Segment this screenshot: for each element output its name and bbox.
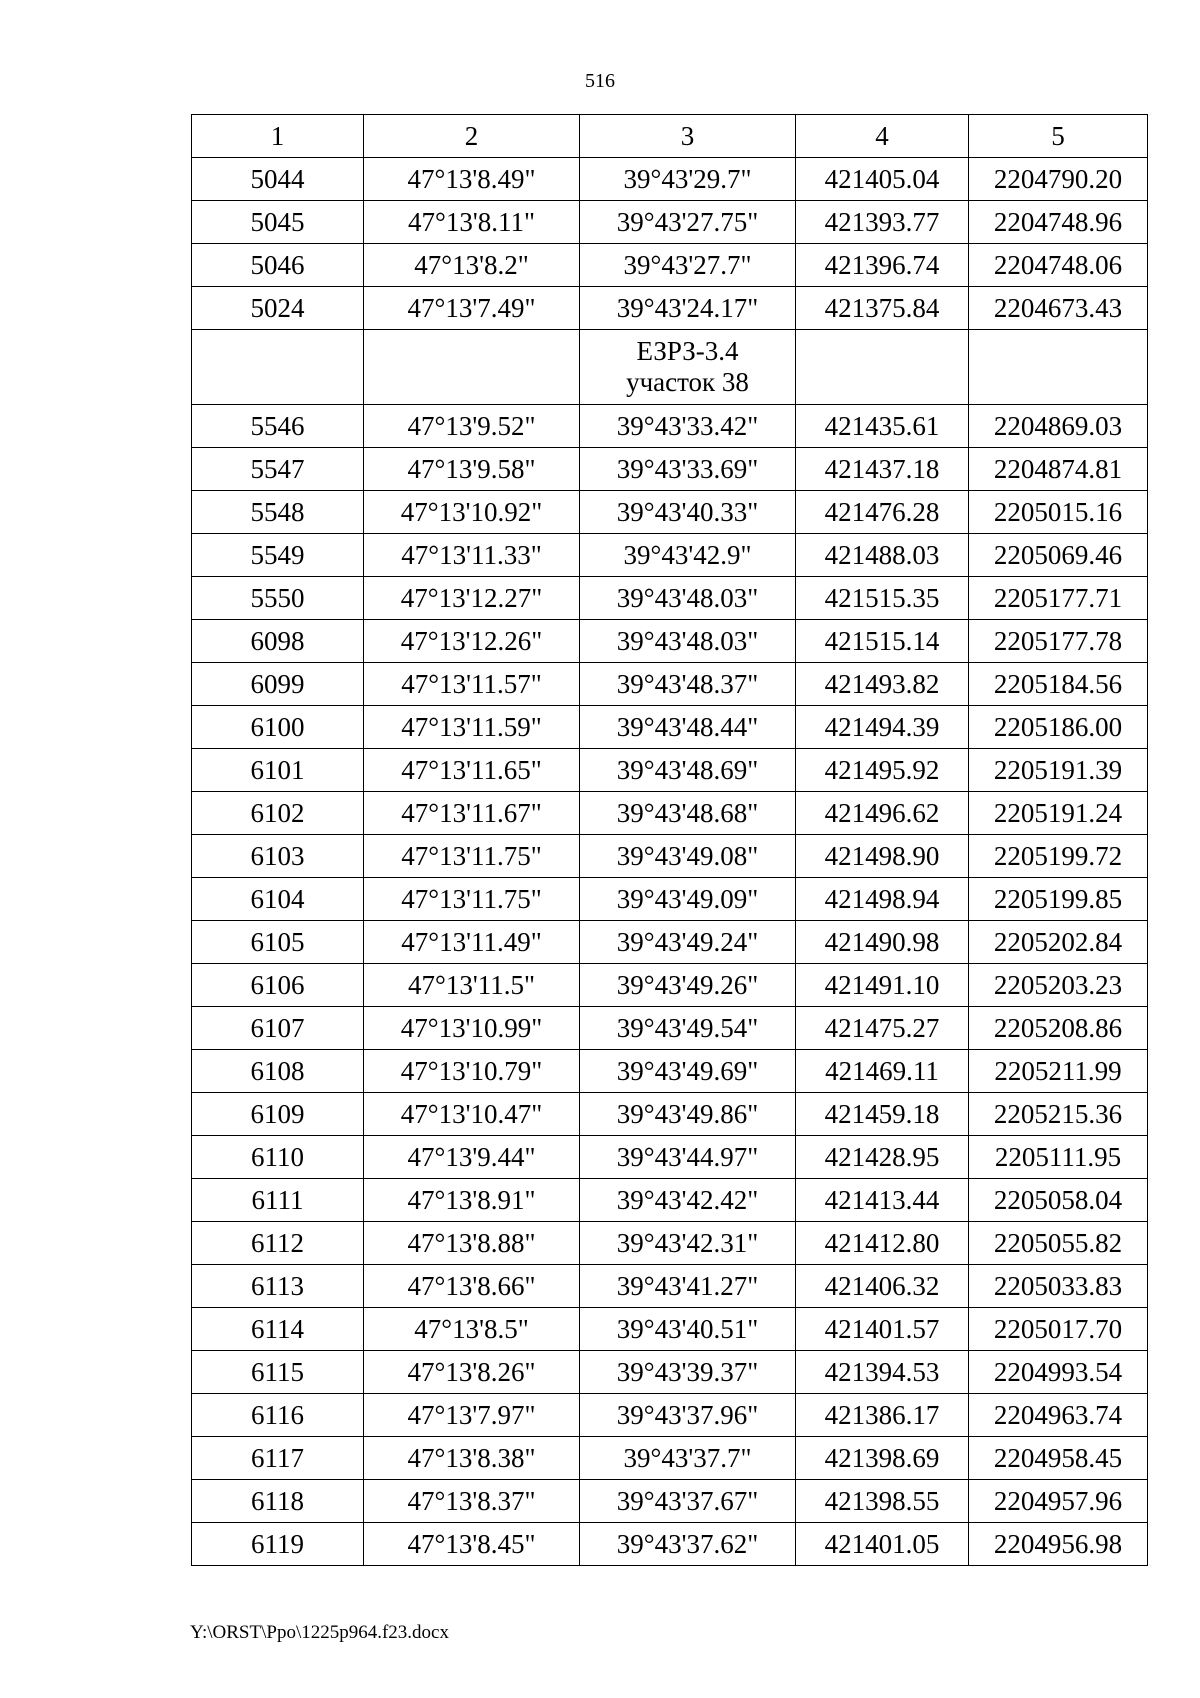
longitude-cell: 39°43'49.09" — [580, 878, 796, 921]
page-number: 516 — [585, 70, 615, 92]
point-number-cell: 6106 — [192, 964, 364, 1007]
table-row — [192, 244, 1148, 287]
y-coordinate-cell: 2205211.99 — [969, 1050, 1148, 1093]
y-coordinate-cell: 2205017.70 — [969, 1308, 1148, 1351]
x-coordinate-cell: 421394.53 — [796, 1351, 969, 1394]
point-number-cell: 5547 — [192, 448, 364, 491]
y-coordinate-cell: 2204673.43 — [969, 287, 1148, 330]
table-row — [192, 1437, 1148, 1480]
table-row — [192, 405, 1148, 448]
table-row — [192, 1136, 1148, 1179]
empty-cell — [969, 330, 1148, 405]
column-number-1: 1 — [192, 115, 364, 158]
y-coordinate-cell: 2205069.46 — [969, 534, 1148, 577]
x-coordinate-cell: 421494.39 — [796, 706, 969, 749]
y-coordinate-cell: 2205186.00 — [969, 706, 1148, 749]
point-number-cell: 6112 — [192, 1222, 364, 1265]
latitude-cell: 47°13'11.75" — [364, 878, 580, 921]
point-number-cell: 5550 — [192, 577, 364, 620]
point-number-cell: 5548 — [192, 491, 364, 534]
longitude-cell: 39°43'48.03" — [580, 620, 796, 663]
y-coordinate-cell: 2204790.20 — [969, 158, 1148, 201]
coordinates-table-body — [192, 115, 1148, 1566]
latitude-cell: 47°13'9.52" — [364, 405, 580, 448]
y-coordinate-cell: 2205177.78 — [969, 620, 1148, 663]
point-number-cell: 6105 — [192, 921, 364, 964]
x-coordinate-cell: 421498.90 — [796, 835, 969, 878]
point-number-cell: 6099 — [192, 663, 364, 706]
x-coordinate-cell: 421393.77 — [796, 201, 969, 244]
latitude-cell: 47°13'8.45" — [364, 1523, 580, 1566]
point-number-cell: 6100 — [192, 706, 364, 749]
column-number-5: 5 — [969, 115, 1148, 158]
table-row — [192, 749, 1148, 792]
table-row — [192, 792, 1148, 835]
latitude-cell: 47°13'7.97" — [364, 1394, 580, 1437]
point-number-cell: 6114 — [192, 1308, 364, 1351]
longitude-cell: 39°43'37.96" — [580, 1394, 796, 1437]
table-row — [192, 663, 1148, 706]
longitude-cell: 39°43'48.69" — [580, 749, 796, 792]
x-coordinate-cell: 421412.80 — [796, 1222, 969, 1265]
table-row — [192, 1222, 1148, 1265]
table-row — [192, 491, 1148, 534]
point-number-cell: 5045 — [192, 201, 364, 244]
y-coordinate-cell: 2205208.86 — [969, 1007, 1148, 1050]
longitude-cell: 39°43'37.62" — [580, 1523, 796, 1566]
x-coordinate-cell: 421428.95 — [796, 1136, 969, 1179]
latitude-cell: 47°13'10.47" — [364, 1093, 580, 1136]
longitude-cell: 39°43'27.75" — [580, 201, 796, 244]
table-row — [192, 1050, 1148, 1093]
x-coordinate-cell: 421488.03 — [796, 534, 969, 577]
x-coordinate-cell: 421498.94 — [796, 878, 969, 921]
x-coordinate-cell: 421413.44 — [796, 1179, 969, 1222]
longitude-cell: 39°43'37.67" — [580, 1480, 796, 1523]
x-coordinate-cell: 421398.69 — [796, 1437, 969, 1480]
table-row — [192, 287, 1148, 330]
x-coordinate-cell: 421515.14 — [796, 620, 969, 663]
y-coordinate-cell: 2205033.83 — [969, 1265, 1148, 1308]
latitude-cell: 47°13'10.92" — [364, 491, 580, 534]
point-number-cell: 6115 — [192, 1351, 364, 1394]
latitude-cell: 47°13'11.33" — [364, 534, 580, 577]
point-number-cell: 5546 — [192, 405, 364, 448]
table-row — [192, 534, 1148, 577]
table-row — [192, 878, 1148, 921]
y-coordinate-cell: 2204874.81 — [969, 448, 1148, 491]
x-coordinate-cell: 421495.92 — [796, 749, 969, 792]
x-coordinate-cell: 421398.55 — [796, 1480, 969, 1523]
point-number-cell: 6098 — [192, 620, 364, 663]
table-row — [192, 1265, 1148, 1308]
table-row — [192, 921, 1148, 964]
table-row — [192, 158, 1148, 201]
latitude-cell: 47°13'9.58" — [364, 448, 580, 491]
y-coordinate-cell: 2205199.85 — [969, 878, 1148, 921]
point-number-cell: 6104 — [192, 878, 364, 921]
x-coordinate-cell: 421515.35 — [796, 577, 969, 620]
longitude-cell: 39°43'33.42" — [580, 405, 796, 448]
longitude-cell: 39°43'37.7" — [580, 1437, 796, 1480]
y-coordinate-cell: 2205203.23 — [969, 964, 1148, 1007]
point-number-cell: 6109 — [192, 1093, 364, 1136]
y-coordinate-cell: 2205111.95 — [969, 1136, 1148, 1179]
longitude-cell: 39°43'27.7" — [580, 244, 796, 287]
y-coordinate-cell: 2204748.96 — [969, 201, 1148, 244]
x-coordinate-cell: 421386.17 — [796, 1394, 969, 1437]
section-title-cell — [580, 330, 796, 405]
section-row — [192, 330, 1148, 405]
table-row — [192, 1394, 1148, 1437]
latitude-cell: 47°13'12.26" — [364, 620, 580, 663]
latitude-cell: 47°13'11.57" — [364, 663, 580, 706]
table-row — [192, 1480, 1148, 1523]
table-row — [192, 448, 1148, 491]
point-number-cell: 6108 — [192, 1050, 364, 1093]
longitude-cell: 39°43'39.37" — [580, 1351, 796, 1394]
longitude-cell: 39°43'49.26" — [580, 964, 796, 1007]
x-coordinate-cell: 421401.05 — [796, 1523, 969, 1566]
table-row — [192, 577, 1148, 620]
x-coordinate-cell: 421396.74 — [796, 244, 969, 287]
y-coordinate-cell: 2205055.82 — [969, 1222, 1148, 1265]
point-number-cell: 6113 — [192, 1265, 364, 1308]
table-row — [192, 1093, 1148, 1136]
y-coordinate-cell: 2204993.54 — [969, 1351, 1148, 1394]
y-coordinate-cell: 2205058.04 — [969, 1179, 1148, 1222]
y-coordinate-cell: 2204958.45 — [969, 1437, 1148, 1480]
empty-cell — [364, 330, 580, 405]
x-coordinate-cell: 421469.11 — [796, 1050, 969, 1093]
latitude-cell: 47°13'11.59" — [364, 706, 580, 749]
y-coordinate-cell: 2205177.71 — [969, 577, 1148, 620]
longitude-cell: 39°43'48.37" — [580, 663, 796, 706]
x-coordinate-cell: 421490.98 — [796, 921, 969, 964]
latitude-cell: 47°13'8.11" — [364, 201, 580, 244]
table-row — [192, 1007, 1148, 1050]
point-number-cell: 6119 — [192, 1523, 364, 1566]
latitude-cell: 47°13'11.67" — [364, 792, 580, 835]
longitude-cell: 39°43'48.03" — [580, 577, 796, 620]
latitude-cell: 47°13'8.49" — [364, 158, 580, 201]
latitude-cell: 47°13'8.5" — [364, 1308, 580, 1351]
table-row — [192, 201, 1148, 244]
y-coordinate-cell: 2205191.39 — [969, 749, 1148, 792]
longitude-cell: 39°43'41.27" — [580, 1265, 796, 1308]
x-coordinate-cell: 421475.27 — [796, 1007, 969, 1050]
latitude-cell: 47°13'11.75" — [364, 835, 580, 878]
y-coordinate-cell: 2205184.56 — [969, 663, 1148, 706]
longitude-cell: 39°43'49.54" — [580, 1007, 796, 1050]
longitude-cell: 39°43'42.42" — [580, 1179, 796, 1222]
point-number-cell: 5046 — [192, 244, 364, 287]
column-number-3: 3 — [580, 115, 796, 158]
column-number-4: 4 — [796, 115, 969, 158]
latitude-cell: 47°13'8.37" — [364, 1480, 580, 1523]
x-coordinate-cell: 421435.61 — [796, 405, 969, 448]
point-number-cell: 6117 — [192, 1437, 364, 1480]
x-coordinate-cell: 421375.84 — [796, 287, 969, 330]
point-number-cell: 6116 — [192, 1394, 364, 1437]
file-path-footer: Y:\ORST\Ppo\1225p964.f23.docx — [190, 1622, 449, 1643]
longitude-cell: 39°43'49.86" — [580, 1093, 796, 1136]
table-row — [192, 620, 1148, 663]
point-number-cell: 6111 — [192, 1179, 364, 1222]
y-coordinate-cell: 2204956.98 — [969, 1523, 1148, 1566]
y-coordinate-cell: 2204963.74 — [969, 1394, 1148, 1437]
table-row — [192, 706, 1148, 749]
table-row — [192, 1179, 1148, 1222]
longitude-cell: 39°43'48.44" — [580, 706, 796, 749]
latitude-cell: 47°13'8.2" — [364, 244, 580, 287]
empty-cell — [192, 330, 364, 405]
point-number-cell: 6107 — [192, 1007, 364, 1050]
longitude-cell: 39°43'24.17" — [580, 287, 796, 330]
table-row — [192, 1308, 1148, 1351]
y-coordinate-cell: 2204748.06 — [969, 244, 1148, 287]
point-number-cell: 6118 — [192, 1480, 364, 1523]
y-coordinate-cell: 2205191.24 — [969, 792, 1148, 835]
point-number-cell: 6101 — [192, 749, 364, 792]
longitude-cell: 39°43'49.69" — [580, 1050, 796, 1093]
x-coordinate-cell: 421437.18 — [796, 448, 969, 491]
point-number-cell: 5044 — [192, 158, 364, 201]
longitude-cell: 39°43'40.33" — [580, 491, 796, 534]
longitude-cell: 39°43'49.08" — [580, 835, 796, 878]
x-coordinate-cell: 421401.57 — [796, 1308, 969, 1351]
longitude-cell: 39°43'48.68" — [580, 792, 796, 835]
latitude-cell: 47°13'11.5" — [364, 964, 580, 1007]
longitude-cell: 39°43'44.97" — [580, 1136, 796, 1179]
longitude-cell: 39°43'42.9" — [580, 534, 796, 577]
latitude-cell: 47°13'10.99" — [364, 1007, 580, 1050]
longitude-cell: 39°43'33.69" — [580, 448, 796, 491]
x-coordinate-cell: 421405.04 — [796, 158, 969, 201]
empty-cell — [796, 330, 969, 405]
y-coordinate-cell: 2205202.84 — [969, 921, 1148, 964]
longitude-cell: 39°43'40.51" — [580, 1308, 796, 1351]
header-row — [192, 115, 1148, 158]
x-coordinate-cell: 421491.10 — [796, 964, 969, 1007]
coordinates-table — [191, 114, 1148, 1566]
y-coordinate-cell: 2205215.36 — [969, 1093, 1148, 1136]
x-coordinate-cell: 421459.18 — [796, 1093, 969, 1136]
latitude-cell: 47°13'7.49" — [364, 287, 580, 330]
x-coordinate-cell: 421496.62 — [796, 792, 969, 835]
section-plot-label: участок 38 — [626, 367, 749, 397]
point-number-cell: 6103 — [192, 835, 364, 878]
latitude-cell: 47°13'9.44" — [364, 1136, 580, 1179]
point-number-cell: 5024 — [192, 287, 364, 330]
latitude-cell: 47°13'10.79" — [364, 1050, 580, 1093]
y-coordinate-cell: 2205199.72 — [969, 835, 1148, 878]
column-number-2: 2 — [364, 115, 580, 158]
x-coordinate-cell: 421406.32 — [796, 1265, 969, 1308]
latitude-cell: 47°13'12.27" — [364, 577, 580, 620]
latitude-cell: 47°13'11.65" — [364, 749, 580, 792]
y-coordinate-cell: 2205015.16 — [969, 491, 1148, 534]
point-number-cell: 6110 — [192, 1136, 364, 1179]
longitude-cell: 39°43'42.31" — [580, 1222, 796, 1265]
table-row — [192, 964, 1148, 1007]
latitude-cell: 47°13'8.26" — [364, 1351, 580, 1394]
point-number-cell: 5549 — [192, 534, 364, 577]
point-number-cell: 6102 — [192, 792, 364, 835]
section-zone-label: ЕЗРЗ-3.4 — [636, 336, 739, 366]
table-row — [192, 1351, 1148, 1394]
latitude-cell: 47°13'8.88" — [364, 1222, 580, 1265]
table-row — [192, 1523, 1148, 1566]
x-coordinate-cell: 421493.82 — [796, 663, 969, 706]
y-coordinate-cell: 2204869.03 — [969, 405, 1148, 448]
latitude-cell: 47°13'11.49" — [364, 921, 580, 964]
longitude-cell: 39°43'49.24" — [580, 921, 796, 964]
latitude-cell: 47°13'8.91" — [364, 1179, 580, 1222]
latitude-cell: 47°13'8.38" — [364, 1437, 580, 1480]
longitude-cell: 39°43'29.7" — [580, 158, 796, 201]
y-coordinate-cell: 2204957.96 — [969, 1480, 1148, 1523]
table-row — [192, 835, 1148, 878]
latitude-cell: 47°13'8.66" — [364, 1265, 580, 1308]
x-coordinate-cell: 421476.28 — [796, 491, 969, 534]
